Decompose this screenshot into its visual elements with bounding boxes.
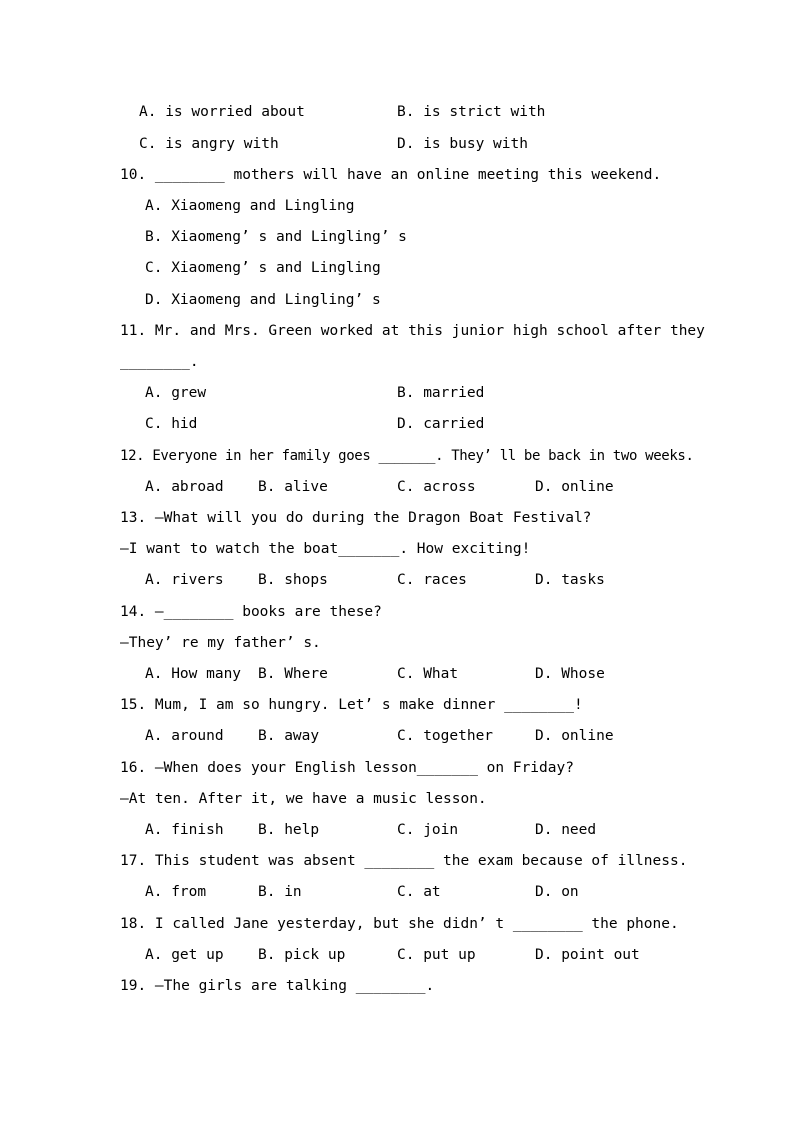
q11-option-a: A. grew [145,385,207,401]
q18-option-b: B. pick up [258,947,346,963]
q15-option-b: B. away [258,728,320,744]
q10-option-b: B. Xiaomeng’ s and Lingling’ s [145,229,407,245]
q16-option-b: B. help [258,822,320,838]
q14-stem-reply: —They’ re my father’ s. [120,635,321,651]
q9-option-d: D. is busy with [397,136,528,152]
q16-option-c: C. join [397,822,459,838]
q17-option-d: D. on [535,884,579,900]
q10-option-c: C. Xiaomeng’ s and Lingling [145,260,381,276]
q13-option-b: B. shops [258,572,328,588]
q14-option-c: C. What [397,666,459,682]
q10-option-a: A. Xiaomeng and Lingling [145,198,355,214]
q18-option-a: A. get up [145,947,224,963]
q18-option-d: D. point out [535,947,640,963]
q15-option-a: A. around [145,728,224,744]
q13-stem-reply: —I want to watch the boat_______. How exciting! [120,541,531,557]
q17-option-c: C. at [397,884,441,900]
q11-option-c: C. hid [145,416,198,432]
q12-stem: 12. Everyone in her family goes _______. They’ ll be back in two weeks. [120,448,694,464]
q11-stem: 11. Mr. and Mrs. Green worked at this junior high school after they [120,323,705,339]
q12-option-a: A. abroad [145,479,224,495]
q11-option-d: D. carried [397,416,485,432]
q12-option-d: D. online [535,479,614,495]
q9-option-c: C. is angry with [139,136,279,152]
q10-stem: 10. ________ mothers will have an online meeting this weekend. [120,167,662,183]
q18-option-c: C. put up [397,947,476,963]
q12-option-c: C. across [397,479,476,495]
q17-option-b: B. in [258,884,302,900]
q17-option-a: A. from [145,884,207,900]
q15-option-c: C. together [397,728,494,744]
q9-option-b: B. is strict with [397,104,546,120]
q9-option-a: A. is worried about [139,104,305,120]
q19-stem: 19. —The girls are talking ________. [120,978,435,994]
q16-option-a: A. finish [145,822,224,838]
q13-option-a: A. rivers [145,572,224,588]
q17-stem: 17. This student was absent ________ the exam because of illness. [120,853,688,869]
q15-stem: 15. Mum, I am so hungry. Let’ s make dinner ________! [120,697,583,713]
q13-stem: 13. —What will you do during the Dragon Boat Festival? [120,510,592,526]
q15-option-d: D. online [535,728,614,744]
q12-option-b: B. alive [258,479,328,495]
q16-stem-reply: —At ten. After it, we have a music lesson. [120,791,487,807]
q16-option-d: D. need [535,822,597,838]
q13-option-c: C. races [397,572,467,588]
q13-option-d: D. tasks [535,572,605,588]
q10-option-d: D. Xiaomeng and Lingling’ s [145,292,381,308]
q11-option-b: B. married [397,385,485,401]
q18-stem: 18. I called Jane yesterday, but she didn’ t ________ the phone. [120,916,679,932]
q11-stem-cont: ________. [120,354,199,370]
q14-option-d: D. Whose [535,666,605,682]
q14-option-a: A. How many [145,666,242,682]
q14-stem: 14. —________ books are these? [120,604,382,620]
q16-stem: 16. —When does your English lesson_______ on Friday? [120,760,574,776]
q14-option-b: B. Where [258,666,328,682]
